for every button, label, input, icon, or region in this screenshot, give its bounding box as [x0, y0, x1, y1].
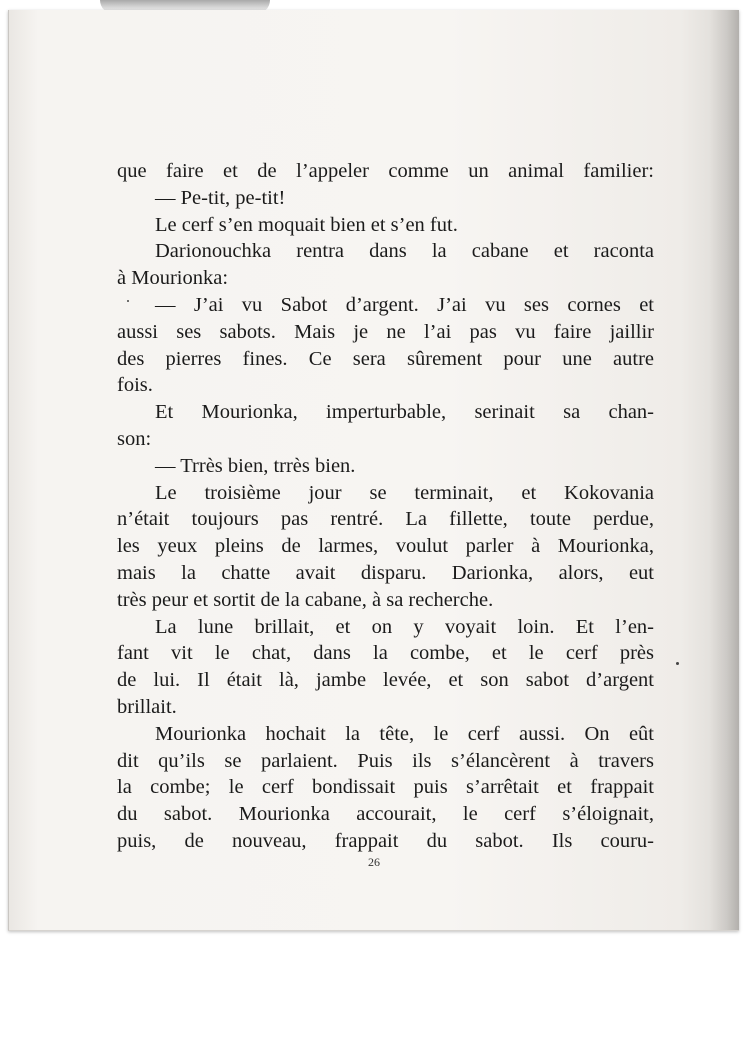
page-number: 26 [368, 855, 380, 869]
text-line: fant vit le chat, dans la combe, et le cerf près [117, 642, 654, 665]
text-line: mais la chatte avait disparu. Darionka, alors, eut [117, 561, 654, 584]
text-line: Et Mourionka, imperturbable, serinait sa chan- [155, 401, 654, 424]
text-line: de lui. Il était là, jambe levée, et son sabot d’argent [117, 669, 654, 692]
text-line: Le troisième jour se terminait, et Kokovania [155, 481, 654, 504]
text-line: La lune brillait, et on y voyait loin. Et l’en- [155, 615, 654, 638]
text-line: — Pe-tit, pe-tit! [155, 186, 286, 209]
text-line: Mourionka hochait la tête, le cerf aussi. On eût [155, 722, 654, 745]
text-line: Darionouchka rentra dans la cabane et raconta [155, 240, 654, 263]
text-line: la combe; le cerf bondissait puis s’arrêtait et frappait [117, 776, 654, 799]
text-line: n’était toujours pas rentré. La fillette, toute perdue, [117, 508, 654, 531]
text-line: puis, de nouveau, frappait du sabot. Ils couru- [117, 829, 654, 852]
ink-speck [127, 300, 129, 302]
text-line: à Mourionka: [117, 267, 229, 290]
page-fold-shadow [709, 10, 739, 930]
text-line: que faire et de l’appeler comme un animal familier: [117, 160, 654, 182]
text-line: son: [117, 427, 152, 450]
text-line: fois. [117, 374, 153, 397]
text-line: — Trrès bien, trrès bien. [155, 454, 356, 477]
book-page [8, 10, 739, 931]
text-line: du sabot. Mourionka accourait, le cerf s’éloignait, [117, 803, 654, 826]
body-text [117, 158, 654, 855]
text-line: aussi ses sabots. Mais je ne l’ai pas vu faire jaillir [117, 320, 654, 343]
text-line: dit qu’ils se parlaient. Puis ils s’élancèrent à travers [117, 749, 654, 772]
text-line: — J’ai vu Sabot d’argent. J’ai vu ses cornes et [155, 293, 654, 316]
ink-speck [676, 662, 679, 665]
text-line: très peur et sortit de la cabane, à sa recherche. [117, 588, 494, 611]
text-line: brillait. [117, 695, 177, 718]
text-line: les yeux pleins de larmes, voulut parler à Mourionka, [117, 535, 654, 558]
text-line: Le cerf s’en moquait bien et s’en fut. [155, 213, 458, 236]
text-line: des pierres fines. Ce sera sûrement pour une autre [117, 347, 654, 370]
